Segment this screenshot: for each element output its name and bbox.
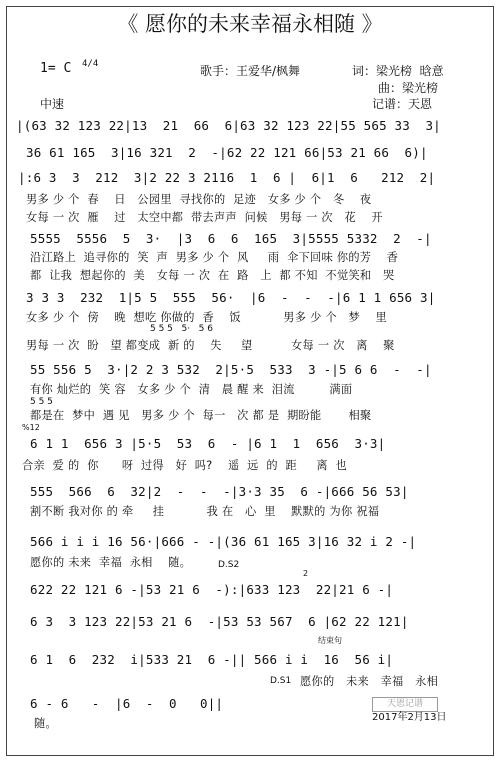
ds-mark: D.S1 bbox=[270, 676, 292, 686]
time-signature: 4/4 bbox=[82, 59, 99, 69]
score-line: 6 1 1 656 3 |5·5 53 6 - |6 1 1 656 3·3| bbox=[30, 436, 386, 451]
score-line: |:6 3 3 212 3|2 22 3 2116 1 6 | 6|1 6 212 2| bbox=[18, 170, 436, 185]
song-title: 《 愿你的未来幸福永相随 》 bbox=[117, 12, 383, 36]
score-line: 36 61 165 3|16 321 2 -|62 22 121 66|53 21 66 6)| bbox=[26, 145, 428, 160]
lyric-line: 合亲 爱 的 你 呀 过得 好 吗? 遥 远 的 距 离 也 bbox=[22, 459, 348, 472]
transcriber: 记谱：天恩 bbox=[372, 97, 433, 111]
score-annotation: 5 5 5 bbox=[30, 397, 53, 407]
lyric-line: 男每 一 次 盼 望 都变成 新 的 失 望 女每 一 次 离 聚 bbox=[26, 339, 395, 352]
lyric-line: 沿江路上 追寻你的 笑 声 男多 少 个 风 雨 伞下回味 你的芳 香 bbox=[30, 251, 399, 264]
lyric-line: 男多 少 个 春 日 公园里 寻找你的 足迹 女多 少 个 冬 夜 bbox=[26, 193, 372, 206]
composer: 曲：梁光榜 bbox=[378, 81, 439, 95]
lyric-line: 女每 一 次 雁 过 太空中都 带去声声 问候 男每 一 次 花 开 bbox=[26, 211, 383, 224]
watermark-badge: 天恩记谱 bbox=[372, 697, 438, 712]
singers: 歌手：王爱华/枫舞 bbox=[200, 64, 301, 78]
score-line: 555 566 6 32|2 - - -|3·3 35 6 -|666 56 53| bbox=[30, 484, 409, 499]
date: 2017年2月13日 bbox=[372, 712, 447, 723]
score-line: 6 - 6 - |6 - 0 0|| bbox=[30, 696, 224, 711]
coda-label: 结束句 bbox=[318, 636, 342, 645]
lyric-line: 都是在 梦中 遇 见 男多 少 个 每一 次 都 是 期盼能 相聚 bbox=[30, 409, 372, 422]
lyric-line: 都 让我 想起你的 美 女每 一 次 在 路 上 都 不知 不觉笑和 哭 bbox=[30, 269, 395, 282]
score-line: 6 3 3 123 22|53 21 6 -|53 53 567 6 |62 22 121| bbox=[30, 614, 409, 629]
score-line: 5555 5556 5 3· |3 6 6 165 3|5555 5332 2 -| bbox=[30, 231, 432, 246]
segno-mark: %12 bbox=[22, 423, 40, 432]
lyric-line: 有你 灿烂的 笑 容 女多 少 个 清 晨 醒 来 泪流 满面 bbox=[30, 383, 353, 396]
lyric-line: 愿你的 未来 幸福 永相 随。 bbox=[30, 556, 192, 569]
score-line: 55 556 5 3·|2 2 3 532 2|5·5 533 3 -|5 6 6 - -| bbox=[30, 362, 432, 377]
score-line: 3 3 3 232 1|5 5 555 56· |6 - - -|6 1 1 656 3| bbox=[26, 290, 436, 305]
ds-mark: D.S2 bbox=[218, 560, 240, 570]
lyricist: 词：梁光榜 晗意 bbox=[352, 64, 444, 78]
lyric-line: 随。 bbox=[34, 717, 57, 730]
score-line: 6 1 6 232 i|533 21 6 -|| 566 i i 16 56 i| bbox=[30, 652, 394, 667]
lyric-line: 愿你的 未来 幸福 永相 bbox=[300, 675, 439, 688]
score-line: 566 i i i 16 56·|666 - -|(36 61 165 3|16 32 i 2 -| bbox=[30, 534, 417, 549]
score-annotation: 5 5 5 5· 5 6 bbox=[150, 324, 213, 334]
tempo: 中速 bbox=[40, 97, 65, 111]
key-signature: 1= C bbox=[40, 61, 72, 76]
volta-mark: 2 bbox=[303, 569, 309, 578]
score-line: |(63 32 123 22|13 21 66 6|63 32 123 22|55 565 33 3| bbox=[16, 118, 441, 133]
lyric-line: 女多 少 个 傍 晚 想吃 你做的 香 饭 男多 少 个 梦 里 bbox=[26, 311, 387, 324]
lyric-line: 割不断 我对你 的 牵 挂 我 在 心 里 默默的 为你 祝福 bbox=[30, 505, 380, 518]
score-line: 622 22 121 6 -|53 21 6 -):|633 123 22|21 6 -| bbox=[30, 582, 394, 597]
